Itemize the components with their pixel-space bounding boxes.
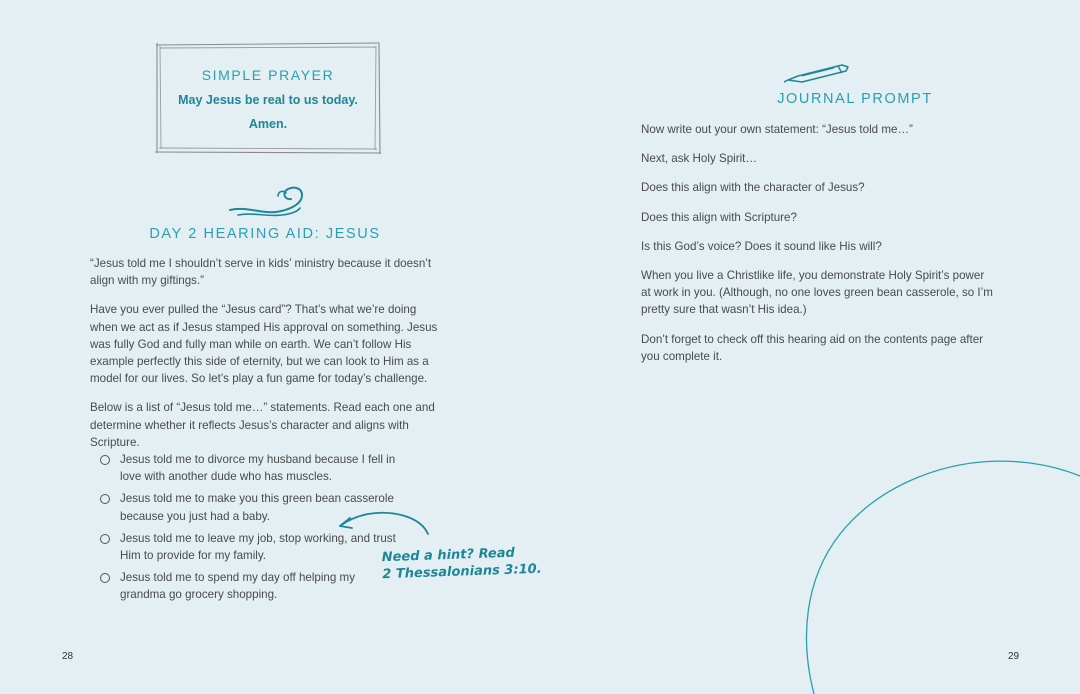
left-body [90,255,440,463]
simple-prayer-box [154,42,382,154]
page-number: 28 [62,651,74,662]
journal-line: Is this God’s voice? Does it sound like His will? [641,239,882,253]
wave-swirl-icon [228,184,310,218]
hint-line: Need a hint? Read [381,545,516,566]
checkbox-circle-icon[interactable] [100,455,110,465]
decorative-circle [800,460,1080,694]
checklist-item [98,451,418,485]
pen-icon [784,62,854,84]
checklist-item [98,569,390,603]
journal-line: Next, ask Holy Spirit… [641,152,757,166]
checkbox-circle-icon[interactable] [100,494,110,504]
journal-line: Does this align with Scripture? [641,210,797,224]
checklist-item-text: Jesus told me to make you this green bean casserole because you just had a baby. [120,492,394,523]
prayer-title: SIMPLE PRAYER [201,67,335,83]
journal-line: Don’t forget to check off this hearing aid on the contents page after you complete it. [641,332,984,363]
checkbox-circle-icon[interactable] [100,573,110,583]
prayer-text: May Jesus be real to us today. [178,93,358,107]
paragraph: Below is a list of “Jesus told me…” statements. Read each one and determine whether it reflects Jesus’s character and aligns with Scripture. [90,401,435,449]
journal-line: Does this align with the character of Jesus? [641,181,865,195]
right-body [641,121,996,377]
checklist-item-text: Jesus told me to leave my job, stop working, and trust Him to provide for my family. [120,531,396,563]
prayer-amen: Amen. [248,117,288,131]
quote-paragraph: “Jesus told me I shouldn’t serve in kids’ ministry because it doesn’t align with my giftings.” [90,257,432,288]
hint-note [381,545,542,584]
journal-heading: JOURNAL PROMPT [777,91,933,107]
journal-line: When you live a Christlike life, you demonstrate Holy Spirit’s power at work in you. (Although, no one loves green bean casserole, so I’m pretty sure that wasn’t His idea.) [641,269,993,317]
journal-line: Now write out your own statement: “Jesus told me…” [641,123,913,136]
page-number: 29 [1008,651,1020,662]
checklist-item-text: Jesus told me to divorce my husband because I fell in love with another dude who has muscles. [120,453,396,484]
right-page [540,0,1080,694]
checklist-item-text: Jesus told me to spend my day off helping my grandma go grocery shopping. [120,571,356,602]
hint-line: 2 Thessalonians 3:10. [382,561,542,583]
curved-arrow-icon [334,506,434,538]
day-heading: DAY 2 HEARING AID: JESUS [149,226,381,242]
paragraph: Have you ever pulled the “Jesus card”? That’s what we’re doing when we act as if Jesus stamped His approval on something. Jesus was fully God and fully man while on earth. We can’t follow His example perfectly this side of eternity, but we can look to Him as a model for our lives. So let’s play a fun game for today’s challenge. [90,303,438,386]
checkbox-circle-icon[interactable] [100,534,110,544]
